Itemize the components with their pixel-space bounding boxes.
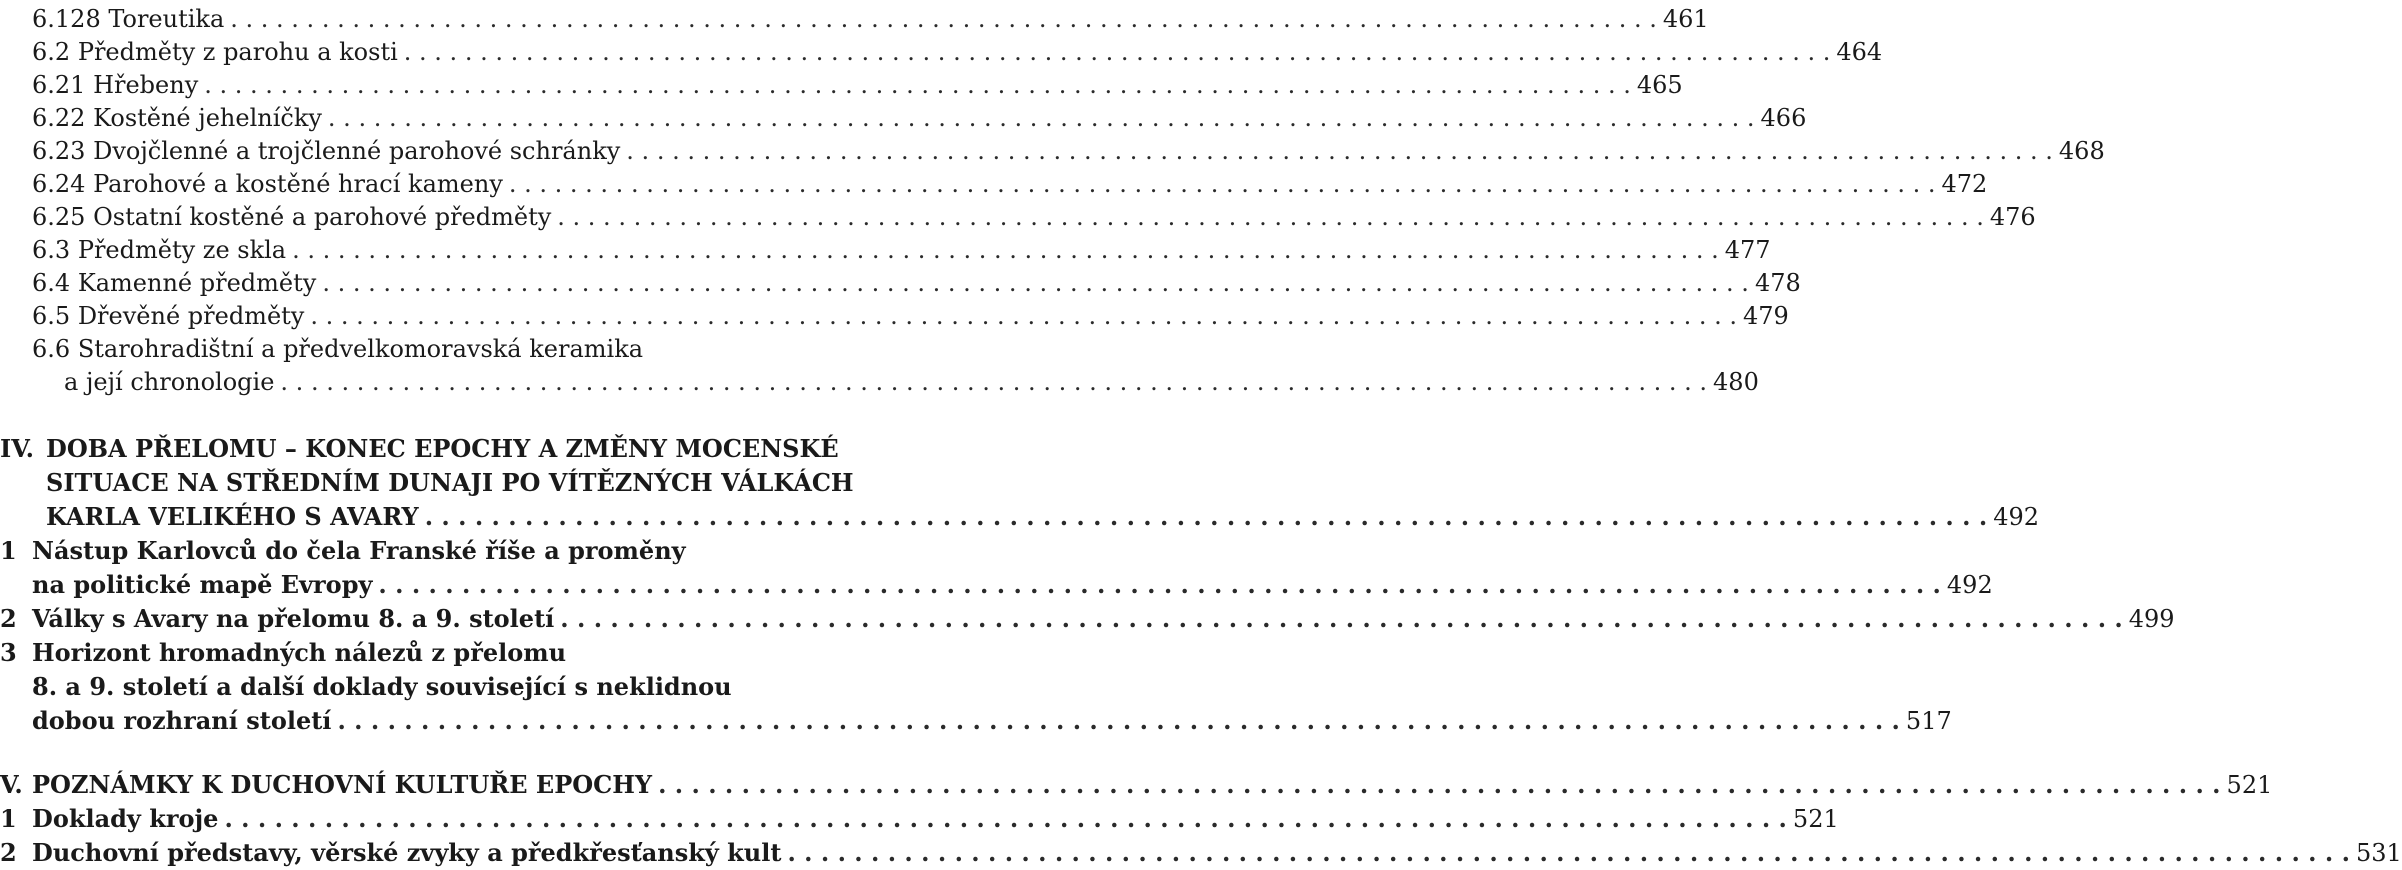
toc-entry-continuation <box>0 363 1759 397</box>
section-number: 2 <box>0 838 17 867</box>
section-title: Války s Avary na přelomu 8. a 9. století <box>32 604 555 633</box>
entry-number: 6.128 <box>32 5 101 33</box>
chapter-page: 521 <box>2226 771 2273 799</box>
dot-leader <box>328 103 1755 133</box>
entry-title: Parohové a kostěné hrací kameny <box>93 170 503 198</box>
dot-leader <box>204 70 1631 100</box>
entry-page: 478 <box>1754 269 1801 297</box>
section-title: Doklady kroje <box>32 804 219 833</box>
toc-entry <box>0 297 1789 331</box>
entry-page: 477 <box>1724 236 1771 264</box>
entry-page: 476 <box>1989 203 2036 231</box>
section-title: Horizont hromadných nálezů z přelomu <box>32 638 567 667</box>
dot-leader <box>626 136 2053 166</box>
chapter-page: 492 <box>1993 503 2039 531</box>
entry-title: a její chronologie <box>64 368 275 396</box>
toc-entry <box>0 198 2036 232</box>
section-number: 2 <box>0 604 17 633</box>
section-title: dobou rozhraní století <box>32 706 332 735</box>
toc-entry <box>0 264 1801 298</box>
section-entry <box>0 800 1839 834</box>
dot-leader <box>425 502 1987 532</box>
toc-entry <box>0 165 1988 199</box>
entry-page: 461 <box>1662 5 1709 33</box>
section-page: 517 <box>1905 707 1952 735</box>
dot-leader <box>557 202 1984 232</box>
entry-number: 6.25 <box>32 203 86 231</box>
toc-entry <box>0 231 1771 265</box>
section-entry <box>0 532 958 566</box>
dot-leader <box>658 770 2220 800</box>
section-page: 492 <box>1946 571 1993 599</box>
chapter-heading-continuation <box>0 498 2039 532</box>
dot-leader <box>560 604 2122 634</box>
entry-title: Starohradištní a předvelkomoravská keramika <box>77 335 644 363</box>
section-entry-continuation <box>0 566 1993 600</box>
entry-title: Dvojčlenné a trojčlenné parohové schránky <box>93 137 621 165</box>
entry-title: Kamenné předměty <box>77 269 317 297</box>
dot-leader <box>230 4 1657 34</box>
entry-title: Dřevěné předměty <box>77 302 305 330</box>
dot-leader <box>292 235 1719 265</box>
chapter-heading <box>0 430 958 464</box>
section-title: Nástup Karlovců do čela Franské říše a proměny <box>32 536 686 565</box>
entry-number: 6.21 <box>32 71 86 99</box>
entry-page: 468 <box>2058 137 2105 165</box>
entry-number: 6.6 <box>32 335 71 363</box>
entry-number: 6.5 <box>32 302 71 330</box>
toc-entry <box>0 132 2105 166</box>
section-title: na politické mapě Evropy <box>32 570 373 599</box>
entry-title: Předměty z parohu a kosti <box>77 38 398 66</box>
section-title: 8. a 9. století a další doklady související s neklidnou <box>32 672 732 701</box>
section-entry <box>0 600 2175 634</box>
section-entry-continuation <box>0 702 1952 736</box>
section-number: 1 <box>0 536 17 565</box>
chapter-title: SITUACE NA STŘEDNÍM DUNAJI PO VÍTĚZNÝCH VÁLKÁCH <box>46 468 854 497</box>
section-page: 499 <box>2128 605 2175 633</box>
entry-number: 6.3 <box>32 236 71 264</box>
section-page: 521 <box>1792 805 1839 833</box>
section-title: Duchovní představy, věrské zvyky a předkřesťanský kult <box>32 838 782 867</box>
chapter-heading-continuation <box>0 464 958 498</box>
chapter-title: DOBA PŘELOMU – KONEC EPOCHY A ZMĚNY MOCENSKÉ <box>46 434 839 463</box>
entry-page: 466 <box>1760 104 1807 132</box>
chapter-title: KARLA VELIKÉHO S AVARY <box>46 502 419 531</box>
entry-title: Toreutika <box>108 5 225 33</box>
section-page: 531 <box>2355 839 2402 867</box>
entry-title: Ostatní kostěné a parohové předměty <box>93 203 552 231</box>
entry-page: 464 <box>1836 38 1883 66</box>
toc-entry <box>0 33 1883 67</box>
entry-page: 479 <box>1742 302 1789 330</box>
dot-leader <box>509 169 1936 199</box>
entry-number: 6.4 <box>32 269 71 297</box>
section-entry-continuation <box>0 668 958 702</box>
toc-entry <box>0 0 1709 34</box>
section-number: 1 <box>0 804 17 833</box>
dot-leader <box>378 570 1940 600</box>
dot-leader <box>322 268 1749 298</box>
section-number: 3 <box>0 638 17 667</box>
chapter-title: POZNÁMKY K DUCHOVNÍ KULTUŘE EPOCHY <box>32 770 653 799</box>
chapter-number: IV. <box>0 434 35 463</box>
dot-leader <box>787 838 2349 868</box>
dot-leader <box>224 804 1786 834</box>
section-entry <box>0 634 958 668</box>
dot-leader <box>280 367 1707 397</box>
toc-entry <box>0 99 1807 133</box>
entry-number: 6.23 <box>32 137 86 165</box>
dot-leader <box>310 301 1737 331</box>
entry-number: 6.24 <box>32 170 86 198</box>
entry-title: Předměty ze skla <box>77 236 287 264</box>
entry-page: 465 <box>1636 71 1683 99</box>
entry-title: Kostěné jehelníčky <box>93 104 322 132</box>
dot-leader <box>404 37 1831 67</box>
entry-number: 6.2 <box>32 38 71 66</box>
entry-number: 6.22 <box>32 104 86 132</box>
toc-entry <box>0 330 958 364</box>
section-entry <box>0 834 2402 868</box>
chapter-number: V. <box>0 770 23 799</box>
toc-entry <box>0 66 1683 100</box>
entry-page: 472 <box>1941 170 1988 198</box>
entry-title: Hřebeny <box>93 71 199 99</box>
dot-leader <box>337 706 1899 736</box>
chapter-heading <box>0 766 2273 800</box>
entry-page: 480 <box>1713 368 1759 396</box>
